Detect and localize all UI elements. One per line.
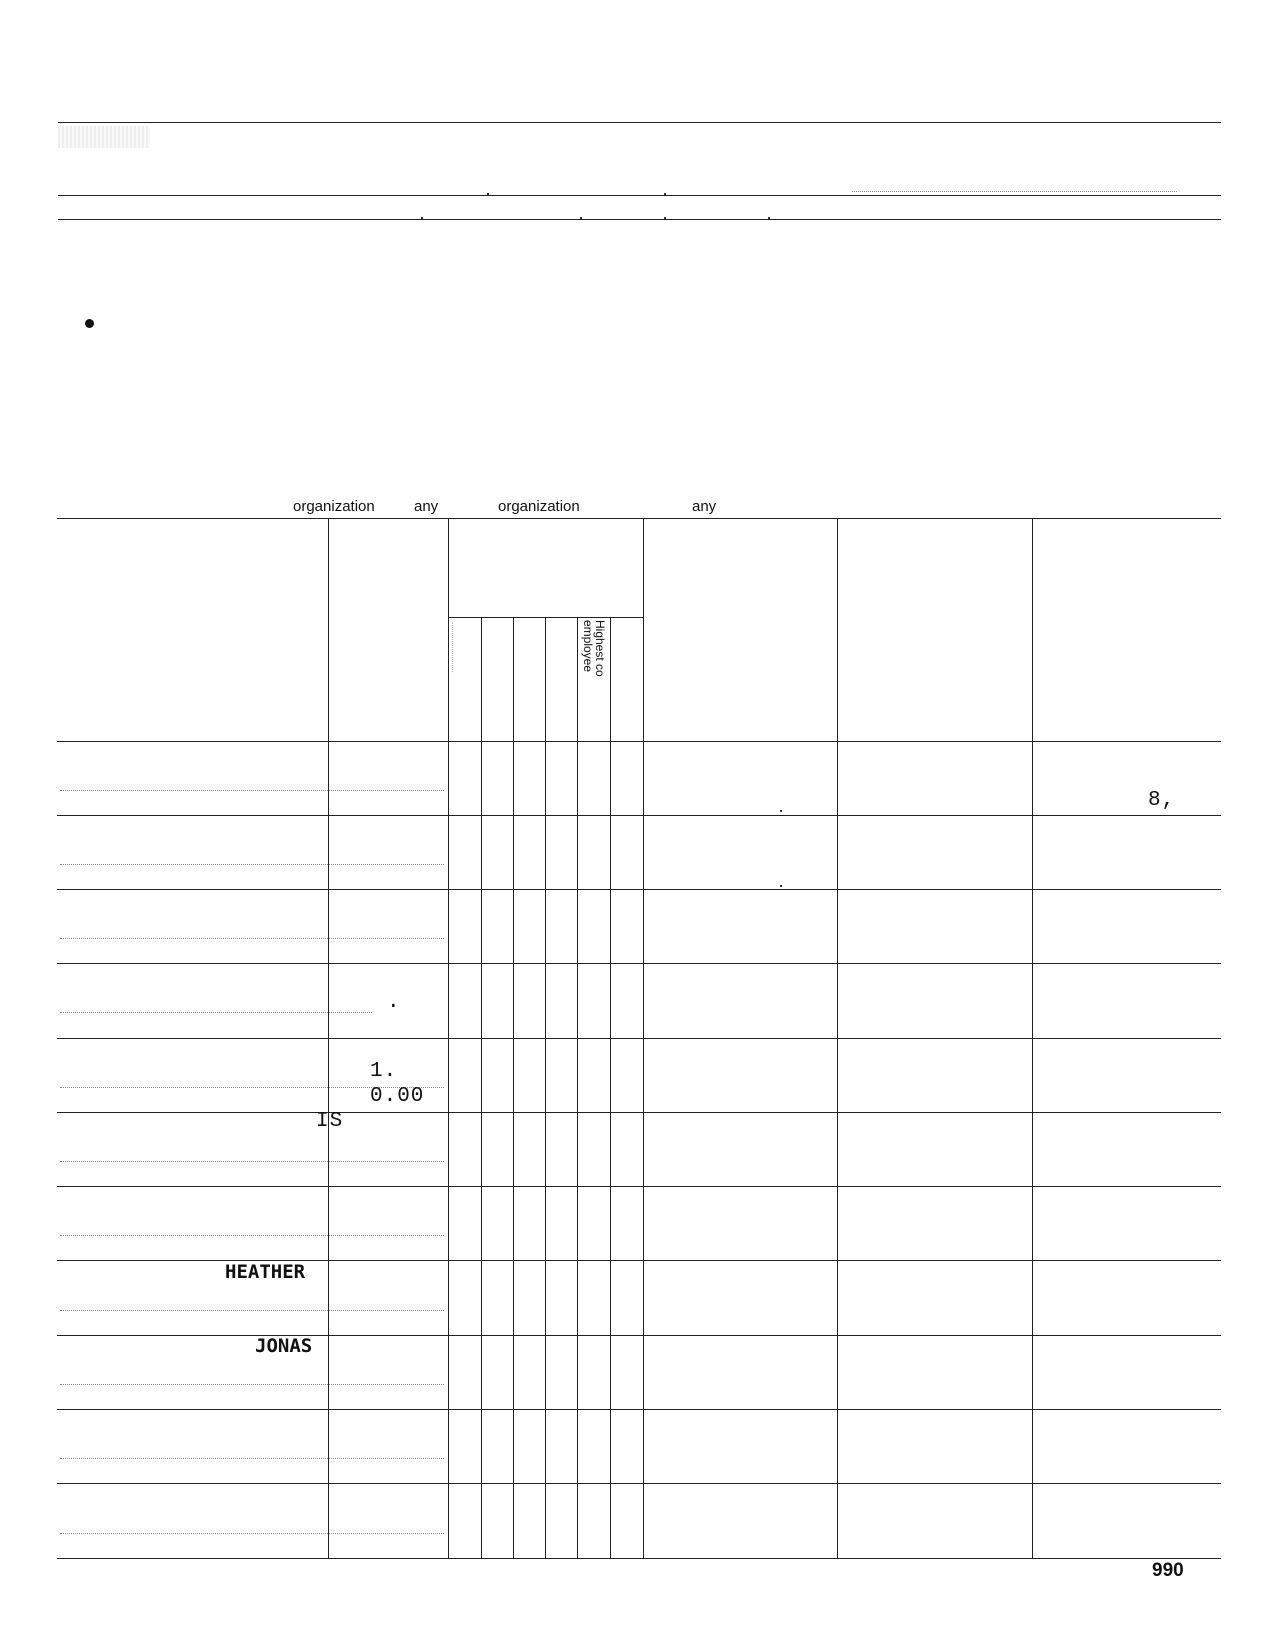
table-row (57, 1409, 1221, 1410)
table-row (57, 963, 1221, 964)
table-row (57, 889, 1221, 890)
row-dotted-leader (60, 1533, 444, 1534)
row-dotted-leader (60, 1012, 372, 1013)
row-dotted-leader (60, 1161, 444, 1162)
row5-hours-line2: 0.00 (370, 1085, 425, 1108)
table-bottom-rule (57, 1558, 1221, 1559)
dotted-entry-line (852, 191, 1177, 192)
checkbox-column-divider (610, 617, 611, 1558)
row-dotted-leader (60, 1310, 444, 1311)
column-divider (643, 518, 644, 1558)
row-dotted-leader (60, 1458, 444, 1459)
checkbox-column-divider (481, 617, 482, 1558)
row-dotted-leader (60, 1384, 444, 1385)
table-row (57, 1335, 1221, 1336)
table-row (57, 1186, 1221, 1187)
table-row (57, 741, 1221, 742)
table-row (57, 1483, 1221, 1484)
row-dotted-leader (60, 864, 444, 865)
row6-name-fragment: IS (316, 1110, 344, 1133)
row-dotted-leader (60, 938, 444, 939)
checkbox-column-divider (577, 617, 578, 1558)
row4-hours-marks: . (387, 991, 401, 1014)
row-dotted-leader (60, 1235, 444, 1236)
row5-hours-line1: 1. (370, 1060, 398, 1083)
row-dotted-leader (60, 790, 444, 791)
rotated-header-line-2: employee (581, 620, 595, 673)
row1-compensation-value: 8, (1148, 789, 1176, 812)
form-number: 990 (1152, 1560, 1184, 1581)
header-text-organization-1: organization (293, 498, 375, 515)
top-rule (58, 122, 1221, 123)
header-text-any-1: any (414, 498, 439, 515)
rule-3 (58, 219, 1221, 220)
header-text-any-2: any (692, 498, 717, 515)
table-top-rule (57, 518, 1221, 519)
faded-header-mark (58, 126, 150, 148)
row9-name: JONAS (255, 1335, 313, 1357)
column-divider (1032, 518, 1033, 1558)
table-row (57, 1038, 1221, 1039)
row8-name: HEATHER (225, 1261, 306, 1283)
bullet-icon (85, 319, 94, 328)
header-text-organization-2: organization (498, 498, 580, 515)
highest-compensated-employee-header (582, 620, 606, 677)
table-row (57, 1112, 1221, 1113)
checkbox-column-divider (545, 617, 546, 1558)
column-divider (448, 518, 449, 1558)
checkbox-column-divider (513, 617, 514, 1558)
rotated-header-line-1: Highest co (593, 620, 607, 677)
table-row (57, 815, 1221, 816)
column-divider (328, 518, 329, 1558)
rule-2 (58, 195, 1221, 196)
column-divider (837, 518, 838, 1558)
